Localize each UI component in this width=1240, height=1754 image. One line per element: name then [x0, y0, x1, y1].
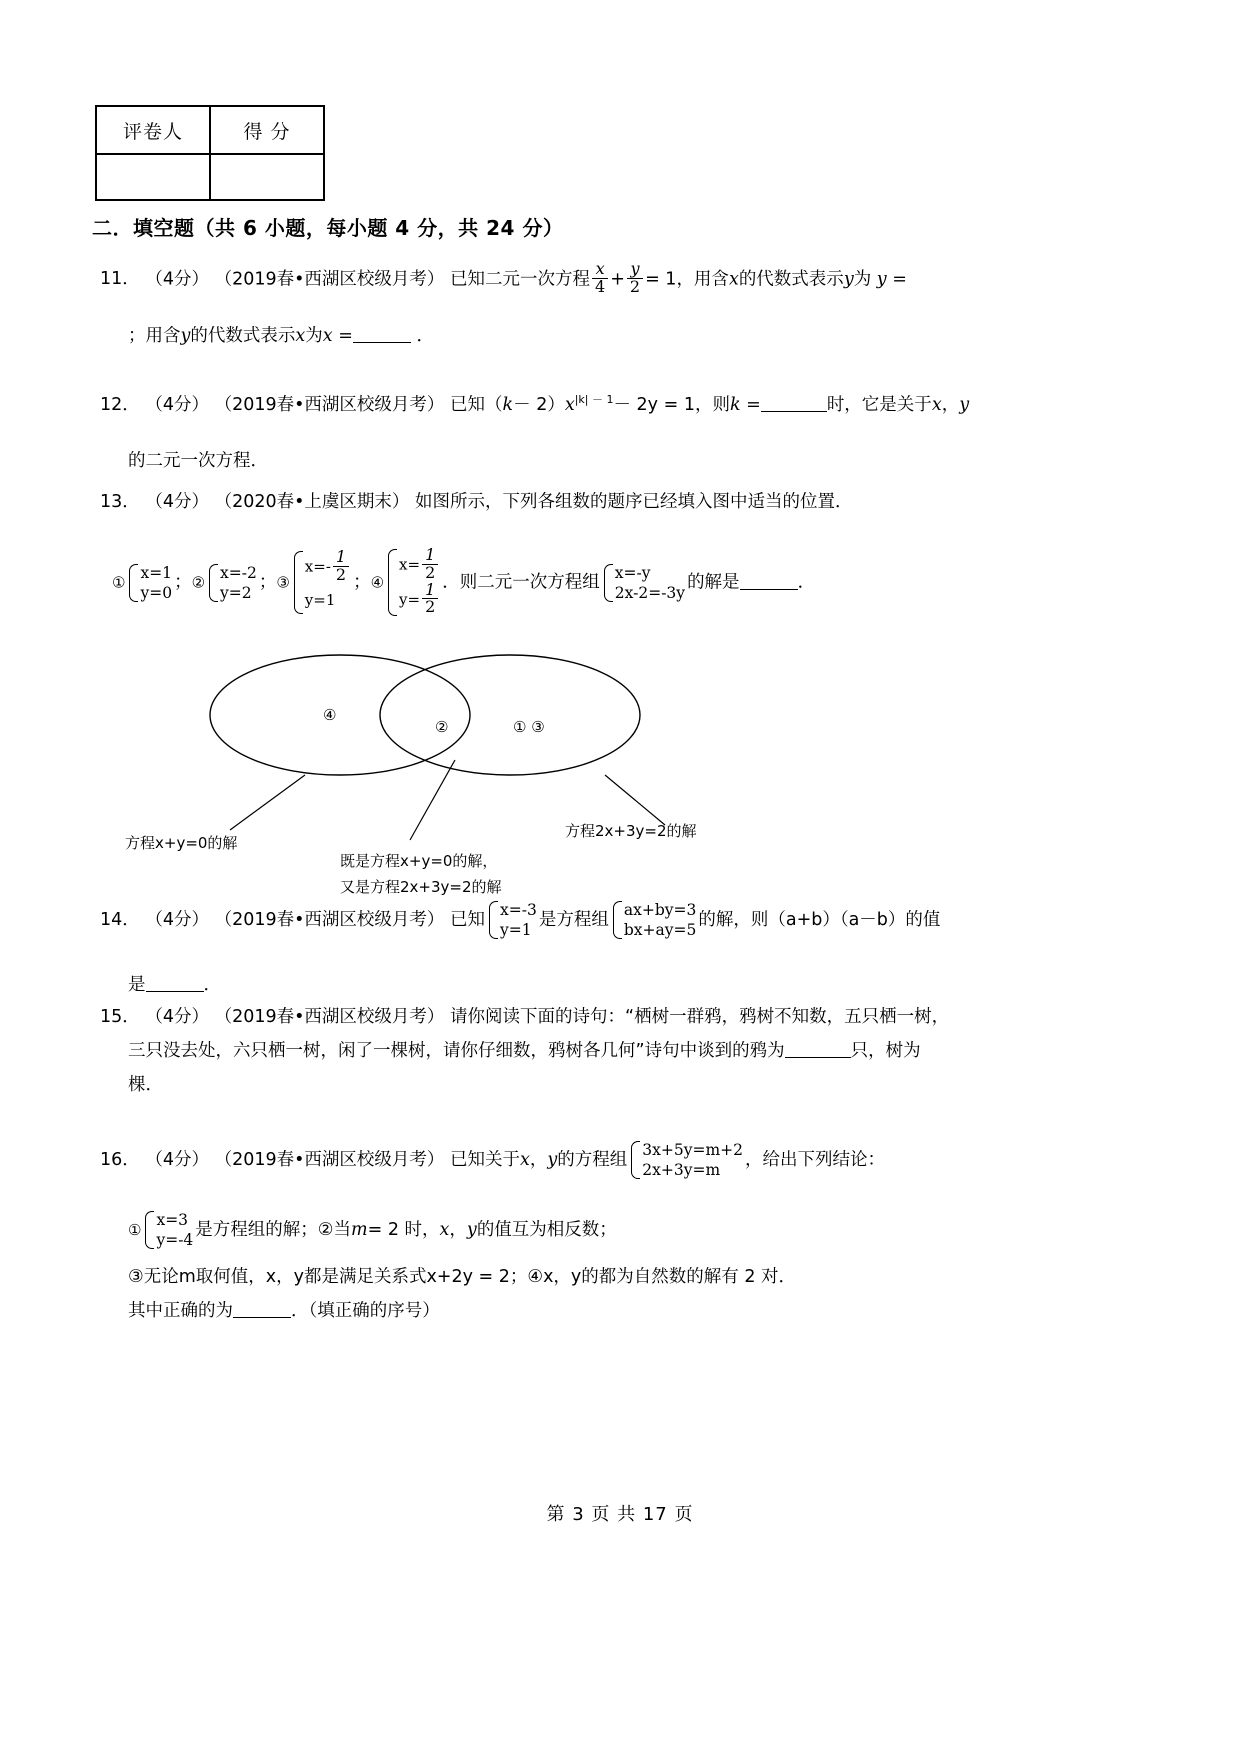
question-11 [100, 259, 1150, 353]
grading-table [95, 105, 325, 201]
answer-blank[interactable] [740, 574, 798, 590]
question-12-expr-rest: － 2y = 1 [613, 394, 695, 415]
variable-x: x [520, 1150, 530, 1170]
variable-x: x [931, 394, 942, 415]
venn-caption-right: 方程2x+3y=2的解 [565, 822, 697, 840]
system-candidate-solution [143, 1210, 193, 1250]
period: ． [203, 975, 221, 995]
question-11-points: （4分） [145, 269, 209, 290]
question-12-points: （4分） [145, 394, 209, 415]
group-mark-3: ③ [276, 573, 290, 592]
question-11-line-2 [128, 319, 1150, 353]
system-row: 3x+5y=m+2 [642, 1141, 744, 1159]
venn-label-left: ④ [323, 706, 337, 724]
system-row: bx+ay=5 [623, 921, 697, 939]
system-row-text: y= [399, 589, 421, 608]
question-16-conclusion-1 [128, 1210, 1160, 1250]
separator: ； [174, 572, 192, 593]
variable-y: y [466, 1220, 477, 1240]
system-group-4 [386, 545, 440, 617]
question-15-line-1 [100, 1000, 1160, 1034]
question-16-text-b: 的方程组 [557, 1150, 628, 1170]
conclusion-1-text: 是方程组的解；②当 [195, 1220, 351, 1240]
venn-diagram-figure [110, 640, 870, 896]
variable-y: y [180, 325, 191, 346]
system-given-solution [487, 900, 537, 940]
question-14-points: （4分） [145, 910, 209, 930]
question-13-groups [112, 545, 1172, 617]
question-11-text-f: 的代数式表示 [190, 325, 296, 346]
question-16-number: 16． [100, 1150, 140, 1170]
fraction-numerator: x [595, 259, 605, 278]
fraction-one-half [333, 549, 349, 584]
ellipse-right [380, 655, 640, 775]
fraction-denominator: 2 [422, 564, 438, 582]
comma: ， [941, 394, 960, 415]
question-16-answer-hint: ．（填正确的序号） [291, 1301, 440, 1321]
variable-k: k [502, 394, 514, 415]
question-11-text-b: ，用含 [676, 269, 729, 290]
fraction-numerator: y [630, 259, 640, 278]
system-row: x=-2 [220, 563, 257, 582]
question-12 [100, 383, 1150, 478]
answer-blank-crows[interactable] [785, 1042, 851, 1058]
question-12-text-d: 时，它是关于 [826, 394, 932, 415]
answer-label-k: k = [729, 394, 761, 415]
question-13-groups-row [112, 545, 1172, 617]
fraction-denominator: 2 [333, 566, 349, 584]
question-14-number: 14． [100, 910, 140, 930]
question-11-text-e: ；用含 [128, 325, 181, 346]
question-12-line-2: 的二元一次方程． [128, 450, 268, 471]
question-11-text-d: 为 [853, 269, 872, 290]
question-16-points: （4分） [145, 1150, 209, 1170]
question-16-line-1 [100, 1140, 1160, 1180]
question-12-number: 12． [100, 394, 140, 415]
separator: ； [353, 572, 371, 593]
fraction-numerator: 1 [425, 545, 436, 564]
group-mark-1: ① [112, 573, 126, 592]
group-mark-2: ② [191, 573, 206, 592]
system-group-2 [207, 563, 257, 603]
variable-m: m [351, 1220, 368, 1240]
fraction-denominator: 4 [592, 278, 608, 296]
venn-caption-mid-line1: 既是方程x+y=0的解， [340, 852, 498, 870]
grading-table-reviewer-header: 评卷人 [96, 106, 210, 154]
question-15-number: 15． [100, 1007, 140, 1027]
system-row: ax+by=3 [623, 901, 697, 919]
question-14-text-b: 是方程组 [538, 910, 609, 930]
grading-table-score-header: 得 分 [210, 106, 324, 154]
question-15-text-a: 请你阅读下面的诗句：“栖树一群鸦，鸦树不知数，五只栖一树， [450, 1007, 950, 1027]
conclusion-mark-1: ① [128, 1221, 142, 1239]
question-13-number: 13． [100, 492, 140, 512]
fraction-one-half [422, 579, 438, 617]
question-15-text-b: 三只没去处，六只栖一树，闲了一棵树，请你仔细数，鸦树各几何”诗句中谈到的鸦为 [128, 1041, 785, 1061]
question-12-line-1 [100, 383, 1150, 422]
answer-blank[interactable] [353, 327, 411, 343]
question-11-text-a: 已知二元一次方程 [450, 269, 591, 290]
venn-label-right: ① ③ [513, 718, 545, 736]
question-16-answer-line [128, 1294, 1160, 1328]
system-row: x=-3 [500, 901, 537, 919]
variable-x: x [439, 1220, 450, 1240]
system-row: y=2 [220, 583, 252, 602]
question-12-text-b: － 2） [513, 394, 565, 415]
grading-table-header-row [96, 106, 324, 154]
venn-caption-left: 方程x+y=0的解 [125, 834, 238, 852]
question-15-source: （2019春•西湖区校级月考） [214, 1007, 445, 1027]
fraction-one-half [422, 547, 438, 582]
answer-label-y: y = [876, 269, 907, 290]
question-15-line-2 [128, 1034, 1160, 1068]
system-row: x=-y [614, 563, 651, 582]
question-14-text-d: 是 [128, 975, 146, 995]
question-11-line-1 [100, 259, 1150, 297]
question-16-conclusion-3: ③无论m取何值，x，y都是满足关系式x+2y = 2；④x，y的都为自然数的解有 2 对． [128, 1267, 797, 1287]
question-13-source: （2020春•上虞区期末） [214, 492, 410, 512]
question-14 [100, 900, 1160, 1002]
equals-one: = 1 [645, 269, 677, 290]
comma: ， [449, 1220, 467, 1240]
exponent: |k| － 1 [574, 393, 614, 406]
grading-table-value-row [96, 154, 324, 200]
variable-y: y [547, 1150, 558, 1170]
question-15-text-c: 只，树为 [850, 1041, 921, 1061]
question-13-tail-a: 则二元一次方程组 [459, 572, 600, 593]
system-row: y=1 [500, 921, 532, 939]
system-group-1 [127, 563, 172, 603]
question-14-line-1 [100, 900, 1160, 940]
question-14-text-a: 已知 [450, 910, 486, 930]
question-15 [100, 1000, 1160, 1102]
variable-y: y [843, 269, 854, 290]
system-group-3 [292, 547, 351, 615]
question-15-line-3: 棵． [128, 1075, 163, 1095]
question-13-text: 如图所示，下列各组数的题序已经填入图中适当的位置． [415, 492, 853, 512]
question-16-text-a: 已知关于 [450, 1150, 521, 1170]
system-equations [611, 900, 697, 940]
conclusion-2-tail: 的值互为相反数； [476, 1220, 617, 1240]
separator: ． [442, 572, 460, 593]
question-16-text-c: ，给出下列结论： [745, 1150, 886, 1170]
question-13 [100, 485, 1160, 519]
question-14-source: （2019春•西湖区校级月考） [214, 910, 445, 930]
system-row [304, 547, 351, 585]
question-16-source: （2019春•西湖区校级月考） [214, 1150, 445, 1170]
system-row-text: x= [399, 555, 421, 574]
question-12-text-c: ，则 [694, 394, 730, 415]
separator: ； [258, 572, 277, 593]
system-row: x=1 [140, 563, 173, 582]
system-row: 2x-2=-3y [614, 583, 686, 602]
period: ． [797, 572, 816, 593]
plus-sign: + [610, 269, 625, 290]
variable-x: x [728, 269, 739, 290]
venn-caption-mid-line2: 又是方程2x+3y=2的解 [340, 878, 502, 896]
grading-table-score-value[interactable] [210, 154, 324, 200]
system-row: y=0 [140, 583, 173, 602]
system-row [399, 545, 440, 583]
question-11-source: （2019春•西湖区校级月考） [214, 269, 445, 290]
leader-line-left [230, 775, 305, 830]
question-16 [100, 1140, 1160, 1328]
question-16-answer-prompt: 其中正确的为 [128, 1301, 233, 1321]
question-15-points: （4分） [145, 1007, 209, 1027]
fraction-denominator: 2 [627, 278, 643, 296]
fraction-numerator: 1 [335, 547, 347, 567]
question-11-text-g: 为 [305, 325, 323, 346]
page-footer: 第 3 页 共 17 页 [546, 1504, 694, 1525]
question-11-text-c: 的代数式表示 [738, 269, 844, 290]
question-14-line-2 [128, 968, 1160, 1002]
variable-x: x [295, 325, 306, 346]
fraction-numerator: 1 [425, 579, 436, 599]
system-row: x=3 [156, 1211, 189, 1229]
question-11-number: 11． [100, 269, 140, 290]
system-row: y=-4 [156, 1231, 194, 1249]
fraction-denominator: 2 [422, 598, 438, 616]
answer-blank[interactable] [233, 1302, 291, 1318]
leader-line-mid [410, 760, 455, 840]
question-12-text-a: 已知（ [450, 394, 503, 415]
venn-label-mid: ② [435, 718, 449, 736]
system-parametric [629, 1140, 743, 1180]
fraction-y-over-2 [627, 261, 643, 296]
system-to-solve [602, 563, 685, 603]
ellipse-left [210, 655, 470, 775]
section-heading: 二．填空题（共 6 小题，每小题 4 分，共 24 分） [92, 216, 564, 240]
grading-table-reviewer-value[interactable] [96, 154, 210, 200]
system-row-text: x=- [304, 557, 331, 576]
answer-label-x: x = [322, 325, 353, 346]
question-13-points: （4分） [145, 492, 209, 512]
variable-x-base: x [564, 394, 575, 415]
conclusion-2-text: = 2 时， [367, 1220, 440, 1240]
question-12-source: （2019春•西湖区校级月考） [214, 394, 445, 415]
question-13-line-1 [100, 485, 1160, 519]
fraction-x-over-4 [592, 261, 608, 296]
system-row: y=1 [304, 590, 336, 609]
group-mark-4: ④ [370, 573, 385, 592]
answer-blank[interactable] [146, 976, 204, 992]
variable-y: y [959, 394, 970, 415]
system-row [399, 579, 440, 618]
question-13-tail-b: 的解是 [687, 572, 740, 593]
system-row: 2x+3y=m [642, 1161, 721, 1179]
period: ． [416, 325, 434, 346]
answer-blank[interactable] [761, 396, 827, 412]
question-14-text-c: 的解，则（a+b）（a－b）的值 [698, 910, 941, 930]
comma: ， [529, 1150, 548, 1170]
